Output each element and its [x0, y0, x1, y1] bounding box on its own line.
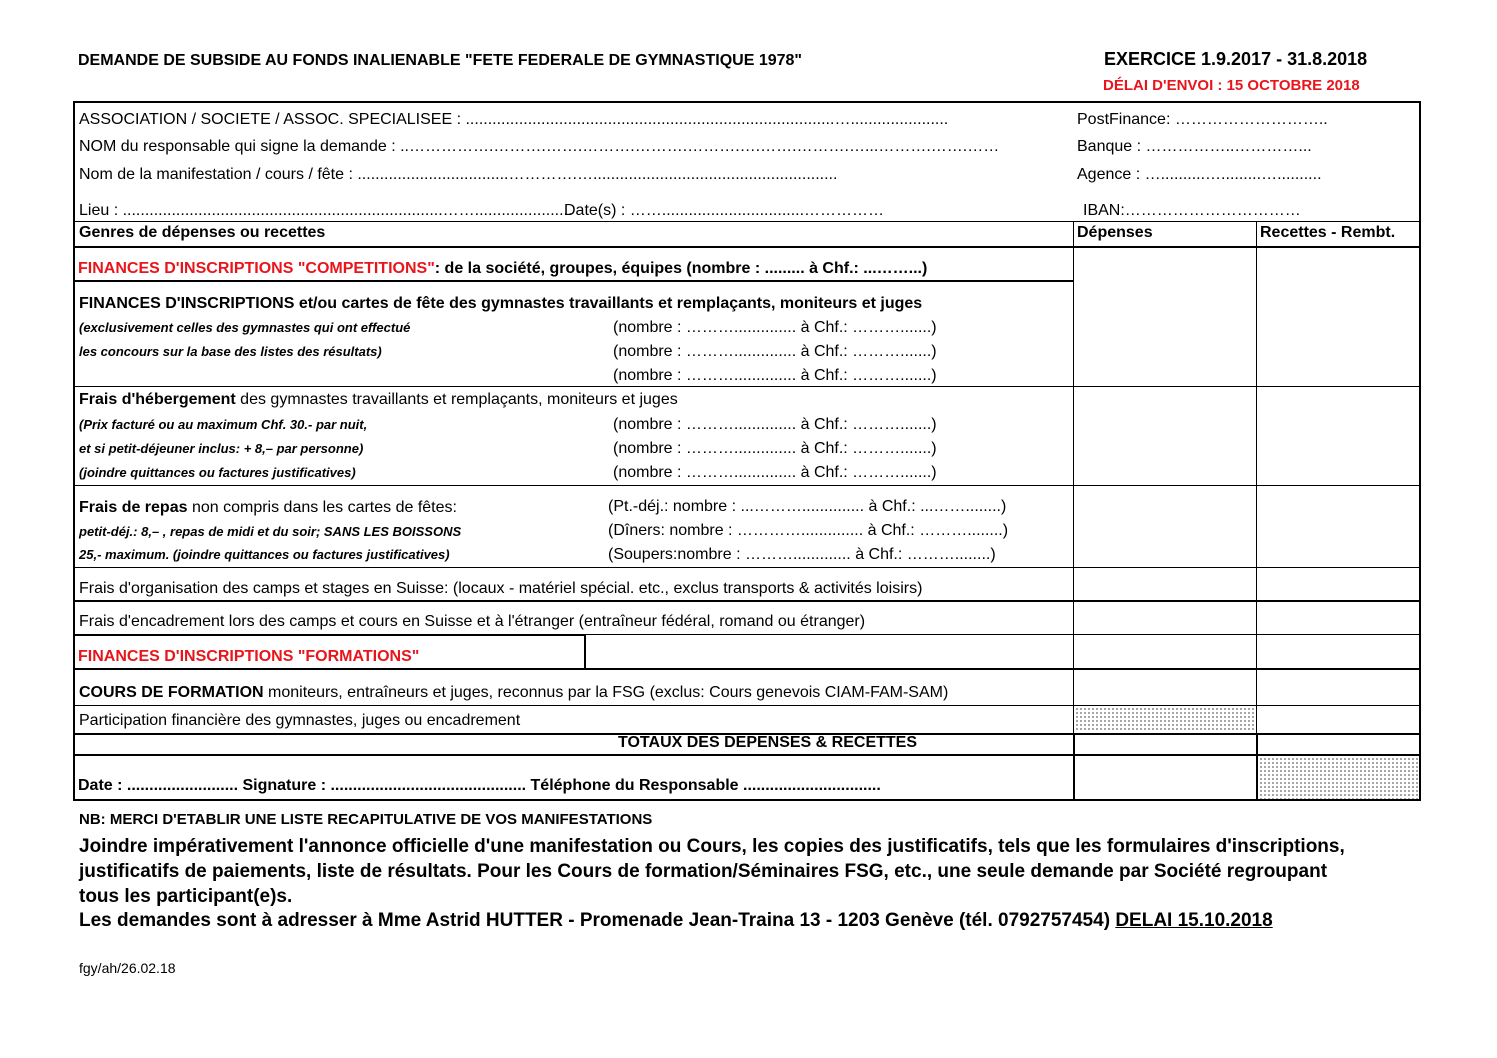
column-header-recettes: Recettes - Rembt. — [1260, 224, 1396, 241]
finances-note: les concours sur la base des listes des résultats) — [79, 344, 382, 359]
repas-note: 25,- maximum. (joindre quittances ou factures justificatives) — [79, 547, 450, 562]
form-title: DEMANDE DE SUBSIDE AU FONDS INALIENABLE "FETE FEDERALE DE GYMNASTIQUE 1978" — [78, 52, 802, 69]
repas-label: Frais de repas — [79, 499, 188, 516]
hebergement-details: des gymnastes travaillants et remplaçants, moniteurs et juges — [235, 391, 678, 408]
repas-details: non compris dans les cartes de fêtes: — [187, 499, 457, 516]
exercice-label: EXERCICE 1.9.2017 - 31.8.2018 — [1104, 49, 1368, 69]
rule — [74, 600, 1420, 602]
column-header-depenses: Dépenses — [1077, 224, 1153, 241]
nombre-field[interactable]: (nombre : ……….............. à Chf.: ……….......) — [613, 343, 937, 360]
banque-field[interactable]: Banque : ……………..…………... — [1077, 138, 1312, 155]
address-text: Les demandes sont à adresser à Mme Astrid HUTTER - Promenade Jean-Traina 13 - 1203 Genève (tél. 0792757454) — [79, 910, 1116, 931]
signature-depenses-box — [1073, 754, 1258, 801]
frais-organisation-row: Frais d'organisation des camps et stages en Suisse: (locaux - matériel spécial. etc., exclus transports & activités loisirs) — [79, 580, 923, 597]
rule — [74, 567, 1420, 568]
souper-field[interactable]: (Soupers:nombre : ………............. à Chf.: ………........) — [608, 546, 996, 563]
hebergement-note: (joindre quittances ou factures justificatives) — [79, 465, 356, 480]
ptdej-field[interactable]: (Pt.-déj.: nombre : ...……….............. à Chf.: ...……........) — [608, 498, 1007, 515]
delai-envoi-label: DÉLAI D'ENVOI : 15 OCTOBRE 2018 — [1103, 77, 1360, 94]
nombre-field[interactable]: (nombre : ……….............. à Chf.: ……….......) — [613, 440, 937, 457]
frais-encadrement-row: Frais d'encadrement lors des camps et cours en Suisse et à l'étranger (entraîneur fédéral, romand ou étranger) — [79, 613, 866, 630]
cours-formation-row — [79, 684, 948, 702]
diner-field[interactable]: (Dîners: nombre : ………….............. à Chf.: ………........) — [608, 522, 1009, 539]
instructions-line: tous les participant(e)s. — [79, 886, 293, 907]
delai-deadline: DELAI 15.10.2018 — [1115, 910, 1273, 931]
cours-formation-details: moniteurs, entraîneurs et juges, reconnus par la FSG (exclus: Cours genevois CIAM-FAM-SAM) — [263, 684, 949, 701]
rule — [74, 221, 1420, 222]
nombre-field[interactable]: (nombre : ……….............. à Chf.: ……….......) — [613, 319, 937, 336]
rule — [74, 485, 1420, 486]
signature-row[interactable]: Date : ......................... Signature : ............................................ Téléphone du Responsable ............................... — [78, 777, 881, 794]
totaux-label: TOTAUX DES DEPENSES & RECETTES — [618, 734, 918, 751]
responsable-field[interactable]: NOM du responsable qui signe la demande : ..…………….……….…….……….……….……….….…….……….…...……….…….…… — [79, 138, 1000, 155]
instructions-line: justificatifs de paiements, liste de résultats. Pour les Cours de formation/Séminaires FSG, etc., une seule demande par Société regroupant — [79, 861, 1328, 882]
nombre-field[interactable]: (nombre : ……….............. à Chf.: ……….......) — [613, 367, 937, 384]
rule — [74, 386, 1420, 387]
repas-title — [79, 499, 457, 517]
finances-note: (exclusivement celles des gymnastes qui ont effectué — [79, 320, 411, 335]
shaded-cell — [1259, 757, 1419, 799]
shaded-cell — [1075, 707, 1255, 732]
manifestation-field[interactable]: Nom de la manifestation / cours / fête : ..................................………….…....................................................... — [79, 166, 838, 183]
association-field[interactable]: ASSOCIATION / SOCIETE / ASSOC. SPECIALISEE : ...................................................................................…...................... — [79, 111, 949, 128]
nb-note: NB: MERCI D'ETABLIR UNE LISTE RECAPITULATIVE DE VOS MANIFESTATIONS — [79, 811, 653, 828]
hebergement-title — [79, 391, 678, 409]
rule — [74, 705, 1420, 706]
rule — [74, 280, 1074, 282]
formations-title: FINANCES D'INSCRIPTIONS "FORMATIONS" — [78, 648, 420, 665]
column-header-genres: Genres de dépenses ou recettes — [79, 224, 326, 241]
nombre-field[interactable]: (nombre : ……….............. à Chf.: ……….......) — [613, 464, 937, 481]
cours-formation-label: COURS DE FORMATION — [79, 684, 264, 701]
nombre-field[interactable]: (nombre : ……….............. à Chf.: ……….......) — [613, 416, 937, 433]
finances-title: FINANCES D'INSCRIPTIONS et/ou cartes de fête des gymnastes travaillants et remplaçants, moniteurs et juges — [79, 295, 923, 312]
dates-field[interactable]: Date(s) : ……................................…………… — [564, 202, 885, 219]
hebergement-label: Frais d'hébergement — [79, 391, 236, 408]
postfinance-field[interactable]: PostFinance: ……………………….. — [1077, 111, 1328, 128]
total-recettes-box — [1256, 733, 1421, 756]
address-line — [79, 910, 1273, 932]
hebergement-note: et si petit-déjeuner inclus: + 8,– par personne) — [79, 441, 364, 456]
competitions-row — [78, 260, 927, 278]
hebergement-note: (Prix facturé ou au maximum Chf. 30.- par nuit, — [79, 417, 368, 432]
iban-field[interactable]: IBAN:…………………………… — [1083, 202, 1301, 219]
agence-field[interactable]: Agence : …..........….........….......... — [1077, 166, 1322, 183]
competitions-title: FINANCES D'INSCRIPTIONS "COMPETITIONS" — [78, 260, 435, 277]
column-divider — [1256, 221, 1257, 800]
instructions-line: Joindre impérativement l'annonce officielle d'une manifestation ou Cours, les copies des justificatifs, tels que les formulaires d'inscriptions, — [79, 836, 1345, 857]
column-divider — [1073, 221, 1074, 800]
participation-row: Participation financière des gymnastes, juges ou encadrement — [79, 712, 521, 729]
repas-note: petit-déj.: 8,– , repas de midi et du soir; SANS LES BOISSONS — [79, 524, 462, 539]
document-reference: fgy/ah/26.02.18 — [79, 960, 176, 976]
rule — [74, 246, 1420, 248]
total-depenses-box — [1073, 733, 1258, 756]
competitions-details: : de la société, groupes, équipes (nombre : ......... à Chf.: ...……...) — [434, 260, 928, 277]
lieu-field[interactable]: Lieu : ........................................................................……...................... — [79, 202, 573, 219]
